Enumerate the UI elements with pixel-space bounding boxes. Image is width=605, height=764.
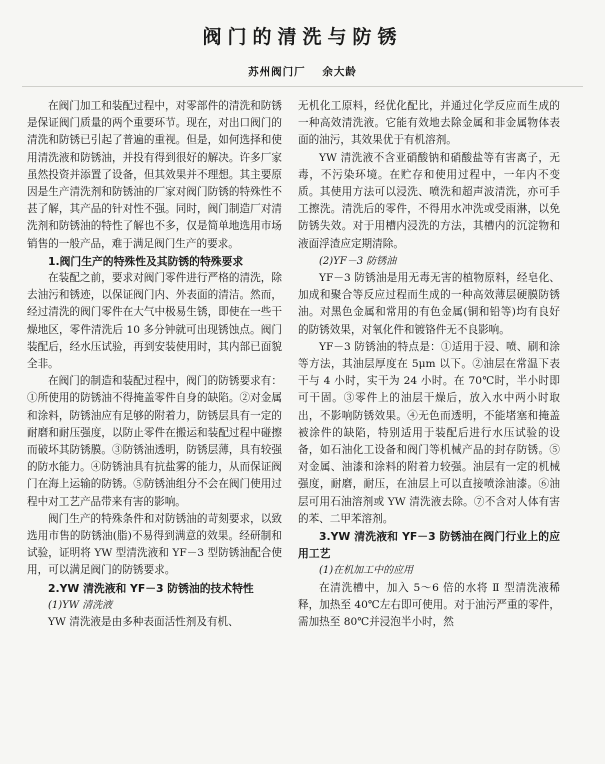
paragraph: 无机化工原料，经优化配比，并通过化学反应而生成的一种高效清洗液。它能有效地去除金属和非金属物体表面的油污，其效果优于有机溶剂。 [298,100,560,147]
subsection-heading: (2)YF－3 防锈油 [319,255,397,267]
paragraph: 在阀门加工和装配过程中，对零部件的清洗和防锈是保证阀门质量的两个重要环节。现在，对出口阀门的清洗和防锈已引起了普遍的重视。但是，如何选择和使用清洗液和防锈油，并投有得到很好的解决。许多厂家虽然投资并添置了设备，但其效果并不理想。其主要原因是生产清洗剂和防锈油的厂家对阀门防锈的特殊性不甚了解，其产品的针对性不强。同时，阀门制造厂对清洗剂和防锈油的特性了解也不多，仅是简单地选用市场销售的一般产品，难于满足阀门生产的要求。 [27,100,282,250]
paragraph: 阀门生产的特殊条件和对防锈油的苛刻要求，以致选用市售的防锈油(脂)不易得到满意的效果。经研制和试验，证明将 YW 型清洗液和 YF－3 型防锈油配合使用，可以满足阀门的防锈要求。 [27,512,282,577]
paragraph: YW 清洗液是由多种表面活性剂及有机、 [48,616,239,629]
article-title: 阀门的清洗与防锈 [202,26,403,48]
paragraph: YF－3 防锈油的特点是：①适用于浸、喷、刷和涂等方法，其油层厚度在 5μm 以下。②油层在常温下表干与 4 小时，实干为 24 小时。在 70℃时，半小时即可干固。③零件上的油层干燥后，放入水中两小时取出，不影响防锈效果。④无色而透明，不能堵塞和掩盖被涂件的缺陷，特别适用于装配后进行水压试验的设备，如石油化工设备和阀门等机械产品的封存防锈。⑤对金属、油漆和涂料的附着力较强。油层有一定的机械强度，耐磨，耐压，在油层上可以直接喷涂油漆。⑥油层可用石油溶剂或 YW 清洗液去除。⑦不含对人体有害的苯、二甲苯溶剂。 [298,340,560,525]
paragraph: YF－3 防锈油是用无毒无害的植物原料，经皂化、加成和聚合等反应过程而生成的一种高效薄层硬膜防锈油。对黑色金属和常用的有色金属(铜和铅等)均有良好的防锈效果，对氧化件和镀铬件无不良影响。 [298,272,560,336]
paragraph: 在装配之前，要求对阀门零件进行严格的清洗，除去油污和锈迹，以保证阀门内、外表面的清洁。然而，经过清洗的阀门零件在大气中极易生锈，即使在一些干燥地区，零件清洗后 10 多分钟就可出现锈蚀点。阀门装配后，经水压试验，再到安装使用时，其内部已面貌全非。 [27,272,282,371]
paragraph: YW 清洗液不含亚硝酸钠和硝酸盐等有害离子，无毒，不污染环境。在贮存和使用过程中，一年内不变质。其使用方法可以浸洗、喷洗和超声波清洗，亦可手工擦洗。清洗后的零件，不得用水冲洗或受雨淋，以免防锈失效。对于用槽内浸洗的方法，其槽内的沉淀物和液面浮渣应定期清除。 [298,151,560,250]
author-affiliation: 苏州阀门厂 [248,66,306,78]
section-heading: 1.阀门生产的特殊性及其防锈的特殊要求 [48,254,244,268]
right-column [298,98,560,631]
author-name: 余大龄 [322,66,357,78]
section-heading: 3.YW 清洗液和 YF－3 防锈油在阀门行业上的应用工艺 [298,530,560,561]
header-divider [22,86,583,87]
paragraph: 在清洗槽中，加入 5～6 倍的水将 Ⅱ 型清洗液稀释，加热至 40℃左右即可使用。对于油污严重的零件，需加热至 80℃并浸泡半小时，然 [298,581,560,629]
left-column [27,98,282,631]
byline [0,64,605,79]
section-heading: 2.YW 清洗液和 YF－3 防锈油的技术特性 [48,581,254,595]
subsection-heading: (1)YW 清洗液 [48,599,113,611]
subsection-heading: (1)在机加工中的应用 [319,565,414,577]
paragraph: 在阀门的制造和装配过程中，阀门的防锈要求有：①所使用的防锈油不得掩盖零件自身的缺陷。②对金属和涂料，防锈油应有足够的附着力，防锈层具有一定的耐磨和耐压强度，以防止零件在搬运和装配过程中碰擦而破坏其防锈膜。③防锈油透明，防锈层薄，具有较强的防水能力。④防锈油具有抗盐雾的能力，从而保证阀门在海上运输的防锈。⑤防锈油组分不会在阀门使用过程中对工艺产品带来有害的影响。 [27,375,282,508]
